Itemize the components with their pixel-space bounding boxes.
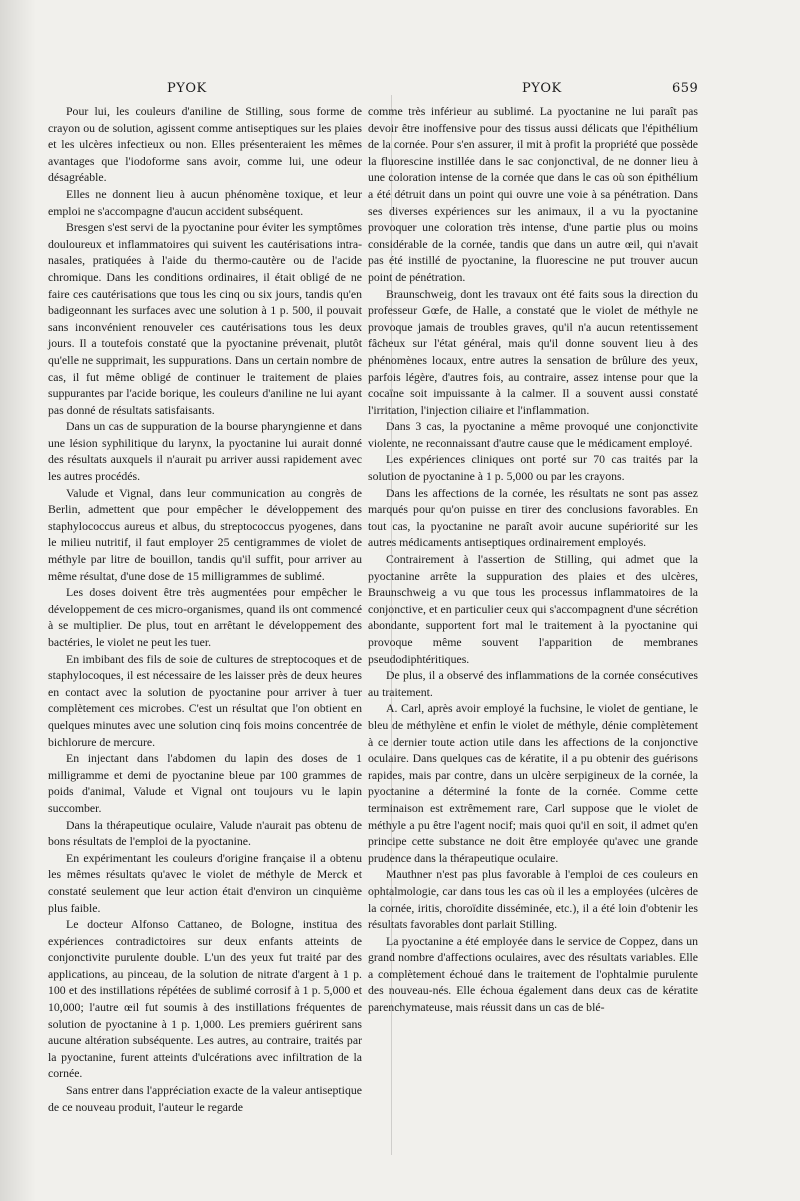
paragraph: Mauthner n'est pas plus favorable à l'emploi de ces couleurs en ophtalmologie, car dans tous les cas où il les a employées (ulcères de la cornée, iritis, choroïdite disséminée, etc.), il a été loin d'obtenir les résultats favorables dont parlait Stilling. (368, 867, 698, 932)
paragraph: Sans entrer dans l'appréciation exacte de la valeur antiseptique de ce nouveau produit, l'auteur le regarde (48, 1083, 362, 1114)
paragraph: Dans la thérapeutique oculaire, Valude n'aurait pas obtenu de bons résultats de l'emploi de la pyoctanine. (48, 817, 362, 849)
paragraph: Les doses doivent être très augmentées pour empêcher le développement de ces micro-organismes, quand ils ont commencé à se multiplier. De plus, tout en arrêtant le développement des bactéries, le violet ne peut les tuer. (48, 585, 362, 649)
paragraph: Contrairement à l'assertion de Stilling, qui admet que la pyoctanine arrête la suppuration des plaies et des ulcères, Braunschweig a vu que tous les processus inflammatoires de la conjonctive, et en particulier ceux qui s'accompagnent d'une sécrétion abondante, supportent fort mal le traitement à la pyoctanine qui provoque même souvent l'apparition de membranes pseudodiphtéritiques. (368, 552, 698, 666)
paragraph: Pour lui, les couleurs d'aniline de Stilling, sous forme de crayon ou de solution, agissent comme antiseptiques sur les plaies et les ulcères infectieux ou non. Elles présenteraient les mêmes avantages que l'iodoforme sans avoir, comme lui, une odeur désagréable. (48, 104, 362, 185)
paragraph: Dans les affections de la cornée, les résultats ne sont pas assez marqués pour qu'on puisse en tirer des conclusions favorables. En tout cas, la pyoctanine ne paraît avoir aucune supériorité sur les autres médicaments antiseptiques ordinairement employés. (368, 485, 698, 550)
paragraph: Valude et Vignal, dans leur communication au congrès de Berlin, admettent que pour empêcher le développement des staphylococcus aureus et albus, du streptococcus pyogenes, dans le milieu nutritif, il faut employer 25 centigrammes de violet de méthyle par litre de bouillon, tandis qu'il suffit, pour arriver au même résultat, d'une dose de 15 milligrammes de sublimé. (48, 485, 362, 583)
paragraph: Elles ne donnent lieu à aucun phénomène toxique, et leur emploi ne s'accompagne d'aucun accident subséquent. (48, 186, 362, 218)
paragraph: En imbibant des fils de soie de cultures de streptocoques et de staphylocoques, il est nécessaire de les laisser près de deux heures en contact avec la solution de pyoctanine pour arriver à tuer complètement ces microbes. C'est un résultat que l'on obtient en quelques minutes avec une solution cinq fois moins concentrée de bichlorure de mercure. (48, 651, 362, 749)
right-running-head: PYOK (522, 81, 562, 96)
right-column (368, 103, 698, 1016)
paragraph: De plus, il a observé des inflammations de la cornée consécutives au traitement. (368, 668, 698, 699)
paragraph: A. Carl, après avoir employé la fuchsine, le violet de gentiane, le bleu de méthylène et enfin le violet de méthyle, dénie complètement à ce dernier toute action utile dans les affections de la conjonctive oculaire. Dans quelques cas de kératite, il a pu obtenir des guérisons rapides, mais par contre, dans un ulcère serpigineux de la cornée, la pyoctanine a déterminé la fonte de la cornée. Comme cette terminaison est extrêmement rare, Carl suppose que le violet de méthyle a pu être l'agent nocif; mais quoi qu'il en soit, il admet qu'en principe cette substance ne doit être employée qu'avec une grande prudence dans la thérapeutique oculaire. (368, 701, 698, 865)
left-column (48, 103, 362, 1115)
paragraph-continued: comme très inférieur au sublimé. La pyoctanine ne lui paraît pas devoir être inoffensive pour des tissus aussi délicats que l'épithélium de la cornée. Pour s'en assurer, il mit à profit la propriété que possède la fluorescine instillée dans le sac conjonctival, de ne donner lieu à une coloration intense de la cornée que dans le cas où son épithélium a été détruit dans un point qui ouvre une voie à sa pénétration. Dans ses diverses expériences sur les animaux, il a vu la pyoctanine provoquer une coloration très intense, d'une partie plus ou moins considérable de la cornée, tandis que dans un autre œil, qui n'avait pas été instillé de pyoctanine, la fluorescine ne put trouver aucun point de pénétration. (368, 104, 698, 284)
page-edge-shadow (0, 0, 36, 1201)
paragraph: Braunschweig, dont les travaux ont été faits sous la direction du professeur Gœfe, de Halle, a constaté que le violet de méthyle ne provoque jamais de troubles graves, qu'il n'a aucun retentissement fâcheux sur l'état général, mais qu'il donne souvent lieu à des phénomènes locaux, entre autres la sensation de brûlure des yeux, parfois légère, d'autres fois, au contraire, assez intense pour que la cocaïne soit impuissante à la calmer. Il a souvent aussi constaté l'irritation, l'injection ciliaire et l'inflammation. (368, 286, 698, 417)
paragraph: La pyoctanine a été employée dans le service de Coppez, dans un grand nombre d'affections oculaires, avec des résultats variables. Elle a complètement échoué dans le traitement de l'ophtalmie purulente des nouveau-nés. Elle échoua également dans deux cas de kératite parenchymateuse, mais réussit dans un cas de blé- (368, 933, 698, 1015)
paragraph: Dans un cas de suppuration de la bourse pharyngienne et dans une lésion syphilitique du larynx, la pyoctanine lui aurait donné des résultats auxquels il n'aurait pu arriver aussi rapidement avec les autres procédés. (48, 419, 362, 484)
paragraph: En expérimentant les couleurs d'origine française il a obtenu les mêmes résultats qu'avec le violet de méthyle de Merck et constaté seulement que leur action était d'environ un cinquième plus faible. (48, 850, 362, 915)
paragraph: Le docteur Alfonso Cattaneo, de Bologne, institua des expériences contradictoires sur deux enfants atteints de conjonctivite purulente double. L'un des yeux fut traité par des applications, au pinceau, de la solution de nitrate d'argent à 1 p. 100 et des instillations répétées de sublimé corrosif à 1 p. 5,000 et 10,000; l'autre œil fut soumis à des instillations fréquentes de solution de pyoctanine à 1 p. 1,000. Les premiers guérirent sans aucune altération subséquente. Les autres, au contraire, traités par la pyoctanine, furent atteints d'ulcérations avec infiltration de la cornée. (48, 917, 362, 1081)
paragraph: Dans 3 cas, la pyoctanine a même provoqué une conjonctivite violente, ne reconnaissant d'autre cause que le médicament employé. (368, 419, 698, 450)
left-running-head: PYOK (167, 81, 207, 96)
page-number: 659 (672, 81, 699, 96)
paragraph: Bresgen s'est servi de la pyoctanine pour éviter les symptômes douloureux et inflammatoires qui suivent les cautérisations intra-nasales, pratiquées à l'aide du thermo-cautère ou de l'acide chromique. Dans les conditions ordinaires, il était obligé de ne faire ces cautérisations que tous les cinq ou six jours, tandis qu'en badigeonnant les surfaces avec une solution à 1 p. 500, il pouvait sans inconvénient renouveler ces cautérisations tous les deux jours. Il a toutefois constaté que la pyoctanine prévenait, plutôt qu'elle ne supprimait, les suppurations. Dans un certain nombre de cas, il fut même obligé de continuer le traitement de plaies suppurantes par l'acide borique, les couleurs d'aniline ne lui ayant pas donné de résultats satisfaisants. (48, 220, 362, 417)
paragraph: Les expériences cliniques ont porté sur 70 cas traités par la solution de pyoctanine à 1 p. 5,000 ou par les crayons. (368, 452, 698, 484)
paragraph: En injectant dans l'abdomen du lapin des doses de 1 milligramme et demi de pyoctanine bleue par 100 grammes de poids d'animal, Valude et Vignal ont toujours vu le lapin succomber. (48, 751, 362, 815)
